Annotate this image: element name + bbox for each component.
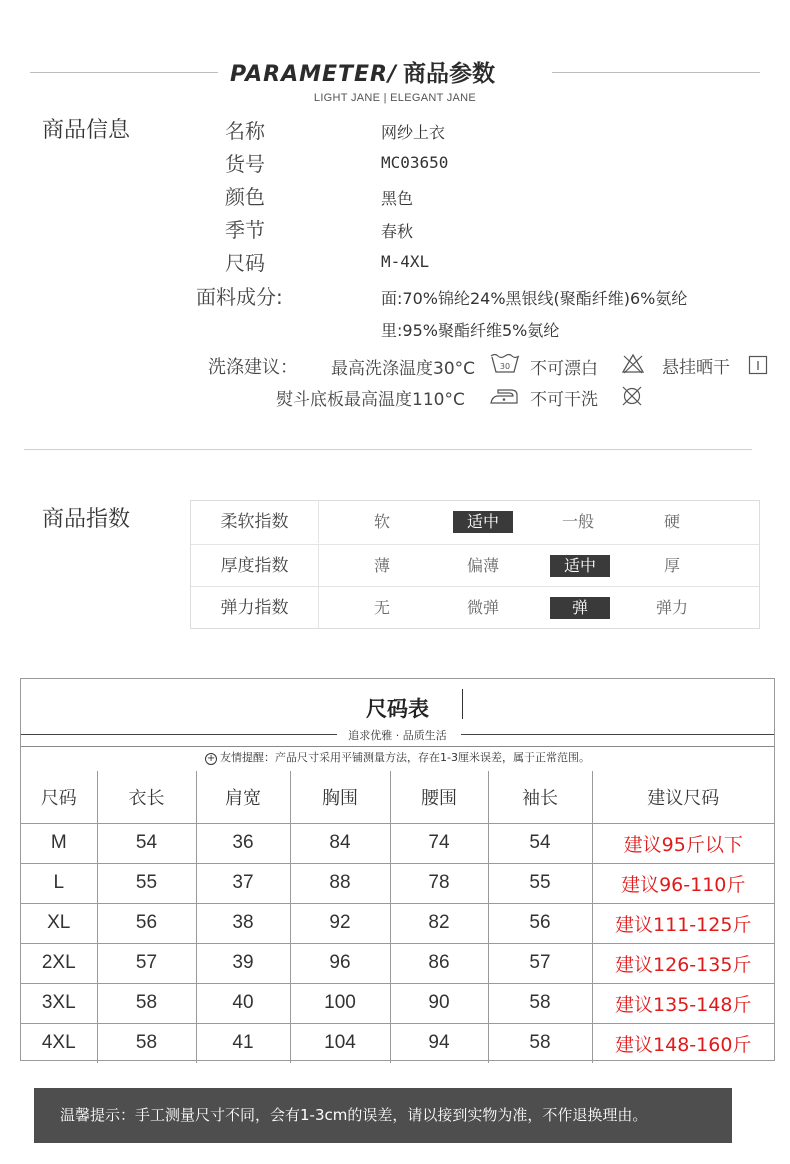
bust-cell: 88 — [290, 863, 390, 903]
recommend-cell: 建议111-125斤 — [592, 903, 774, 943]
size-chart-subtitle: 追求优雅 · 品质生活 — [348, 729, 447, 742]
header-line-right — [552, 72, 760, 73]
index-row-elasticity — [191, 586, 759, 628]
table-row — [21, 1023, 774, 1063]
bust-cell: 100 — [290, 983, 390, 1023]
recommend-cell: 建议135-148斤 — [592, 983, 774, 1023]
length-cell: 58 — [97, 983, 196, 1023]
header-cell: 尺码 — [21, 771, 97, 823]
length-cell: 54 — [97, 823, 196, 863]
waist-cell: 78 — [390, 863, 488, 903]
info-label-color: 颜色 — [225, 185, 265, 209]
care-iron-text: 熨斗底板最高温度110°C — [276, 390, 465, 410]
sleeve-cell: 58 — [488, 1023, 592, 1063]
care-hang-text: 悬挂晒干 — [662, 358, 730, 378]
index-option: 偏薄 — [466, 556, 499, 575]
size-cell: 4XL — [21, 1023, 97, 1063]
index-option: 硬 — [663, 512, 680, 531]
bust-cell: 96 — [290, 943, 390, 983]
length-cell: 56 — [97, 903, 196, 943]
recommend-cell: 建议95斤以下 — [592, 823, 774, 863]
shoulder-cell: 39 — [196, 943, 290, 983]
shoulder-cell: 40 — [196, 983, 290, 1023]
title-cursor — [462, 689, 463, 719]
wash-30-icon — [490, 352, 520, 374]
header-title — [230, 55, 560, 91]
recommend-cell: 建议148-160斤 — [592, 1023, 774, 1063]
info-value-name: 网纱上衣 — [381, 123, 446, 142]
svg-text:30: 30 — [499, 362, 511, 371]
index-option: 一般 — [561, 512, 594, 531]
index-option: 软 — [373, 512, 390, 531]
index-option-selected: 适中 — [550, 555, 610, 577]
index-row-softness — [191, 501, 759, 543]
table-row — [21, 863, 774, 903]
sleeve-cell: 55 — [488, 863, 592, 903]
size-cell: L — [21, 863, 97, 903]
plus-circle-icon: + — [206, 753, 216, 764]
index-option-selected: 适中 — [453, 511, 513, 533]
info-label-season: 季节 — [225, 218, 265, 242]
info-value-sku: MC03650 — [381, 153, 449, 172]
index-table — [190, 500, 760, 629]
info-label-name: 名称 — [225, 119, 265, 143]
size-cell: XL — [21, 903, 97, 943]
info-value-fabric-outer: 面:70%锦纶24%黑银线(聚酯纤维)6%氨纶 — [381, 289, 688, 308]
bust-cell: 84 — [290, 823, 390, 863]
table-row — [21, 903, 774, 943]
warm-tip-banner: 温馨提示：手工测量尺寸不同，会有1-3cm的误差，请以接到实物为准，不作退换理由。 — [34, 1088, 732, 1143]
info-value-color: 黑色 — [381, 189, 414, 208]
iron-110-icon — [488, 386, 520, 406]
header-cell: 肩宽 — [196, 771, 290, 823]
size-chart-hint-text: 友情提醒：产品尺寸采用平铺测量方法，存在1-3厘米误差，属于正常范围。 — [220, 751, 590, 764]
recommend-cell: 建议96-110斤 — [592, 863, 774, 903]
no-dry-clean-icon — [621, 385, 643, 407]
sleeve-cell: 58 — [488, 983, 592, 1023]
index-option: 无 — [373, 598, 390, 617]
info-label-fabric: 面料成分: — [196, 285, 283, 309]
header-cell: 衣长 — [97, 771, 196, 823]
length-cell: 55 — [97, 863, 196, 903]
info-value-size: M-4XL — [381, 252, 430, 271]
size-chart-hint — [21, 749, 774, 765]
header-cell: 腰围 — [390, 771, 488, 823]
header-cell: 袖长 — [488, 771, 592, 823]
length-cell: 57 — [97, 943, 196, 983]
table-row — [21, 943, 774, 983]
shoulder-cell: 37 — [196, 863, 290, 903]
header-cell: 建议尺码 — [592, 771, 774, 823]
waist-cell: 86 — [390, 943, 488, 983]
care-no-dryclean-text: 不可干洗 — [530, 390, 598, 410]
size-grid — [21, 771, 774, 1063]
index-option-selected: 弹 — [550, 597, 610, 619]
table-row — [21, 983, 774, 1023]
size-cell: 2XL — [21, 943, 97, 983]
size-cell: 3XL — [21, 983, 97, 1023]
table-row — [21, 823, 774, 863]
size-grid-header — [21, 771, 774, 823]
sleeve-cell: 54 — [488, 823, 592, 863]
header-cell: 胸围 — [290, 771, 390, 823]
index-row-thickness — [191, 544, 759, 586]
subtitle-line-right — [461, 734, 774, 735]
info-label-size: 尺码 — [225, 251, 265, 275]
index-section-title: 商品指数 — [42, 507, 131, 532]
header-line-left — [30, 72, 218, 73]
index-option: 弹力 — [655, 598, 688, 617]
header-title-en: PARAMETER/ — [230, 62, 398, 87]
bust-cell: 104 — [290, 1023, 390, 1063]
shoulder-cell: 38 — [196, 903, 290, 943]
index-option: 薄 — [373, 556, 390, 575]
length-cell: 58 — [97, 1023, 196, 1063]
hang-dry-icon — [748, 355, 768, 375]
section-divider — [24, 449, 752, 450]
header-subtitle: LIGHT JANE | ELEGANT JANE — [313, 92, 477, 104]
care-no-bleach-text: 不可漂白 — [530, 359, 598, 379]
recommend-cell: 建议126-135斤 — [592, 943, 774, 983]
no-bleach-icon — [621, 353, 645, 375]
info-label-sku: 货号 — [225, 152, 265, 176]
sleeve-cell: 56 — [488, 903, 592, 943]
index-label: 厚度指数 — [191, 545, 319, 587]
shoulder-cell: 41 — [196, 1023, 290, 1063]
size-chart-title: 尺码表 — [366, 697, 429, 721]
bust-cell: 92 — [290, 903, 390, 943]
waist-cell: 82 — [390, 903, 488, 943]
care-wash-text: 最高洗涤温度30°C — [331, 359, 476, 379]
waist-cell: 90 — [390, 983, 488, 1023]
waist-cell: 74 — [390, 823, 488, 863]
info-section-title: 商品信息 — [42, 118, 131, 143]
size-cell: M — [21, 823, 97, 863]
info-value-fabric-inner: 里:95%聚酯纤维5%氨纶 — [381, 321, 560, 340]
index-option: 厚 — [663, 556, 680, 575]
size-chart — [20, 678, 775, 1061]
sleeve-cell: 57 — [488, 943, 592, 983]
index-label: 弹力指数 — [191, 587, 319, 629]
shoulder-cell: 36 — [196, 823, 290, 863]
index-option: 微弹 — [466, 598, 499, 617]
header-title-cn: 商品参数 — [403, 61, 496, 87]
info-value-season: 春秋 — [381, 222, 414, 241]
index-label: 柔软指数 — [191, 501, 319, 543]
hint-line — [21, 746, 774, 747]
waist-cell: 94 — [390, 1023, 488, 1063]
care-label: 洗涤建议： — [208, 357, 298, 378]
